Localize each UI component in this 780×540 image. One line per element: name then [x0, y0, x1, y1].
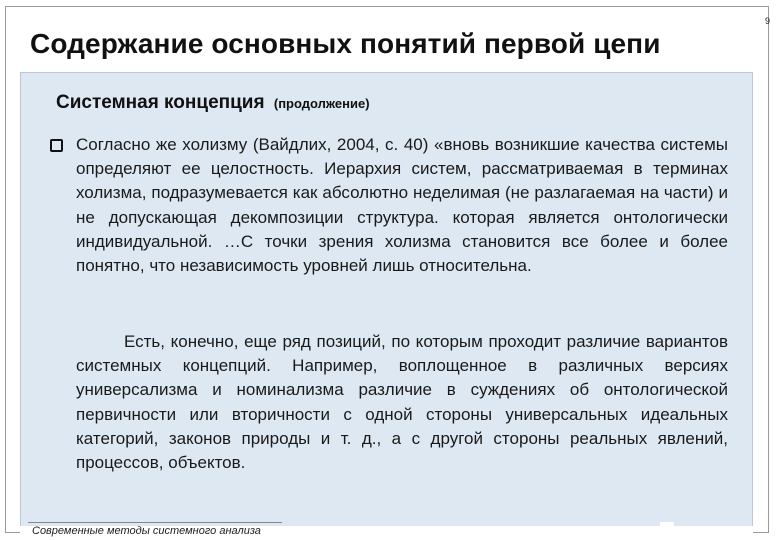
section-heading-note: (продолжение): [273, 96, 370, 111]
footer-divider: [28, 522, 282, 523]
footer-marker: [660, 522, 674, 534]
body-paragraph: Есть, конечно, еще ряд позиций, по которым проходит различие вариантов системных концепций. Например, воплощенное в различных версиях универсализма и номинализма различие в суждениях об онтологической первичности или вторичности с одной стороны универсальных идеальных категорий, законов природы и т. д., а с другой стороны реальных явлений, процессов, объектов.: [76, 332, 728, 473]
section-heading: [56, 92, 370, 114]
checkbox-bullet-icon: [50, 139, 63, 152]
section-heading-text: Системная концепция: [56, 92, 265, 113]
footer-text: Современные методы системного анализа: [32, 525, 261, 537]
page-title: Содержание основных понятий первой цепи: [30, 28, 661, 59]
page-number: 9: [764, 16, 770, 26]
bullet-paragraph: Согласно же холизму (Вайдлих, 2004, с. 40) «вновь возникшие качества системы определяют ее целостность. Иерархия систем, рассматриваемая в терминах холизма, подразумевается как абсолютно неделимая (не разлагаемая на части) и не допускающая декомпозиции структура. которая является онтологически индивидуальной. …С точки зрения холизма становится все более и более понятно, что независимость уровней лишь относительна.: [76, 135, 728, 276]
